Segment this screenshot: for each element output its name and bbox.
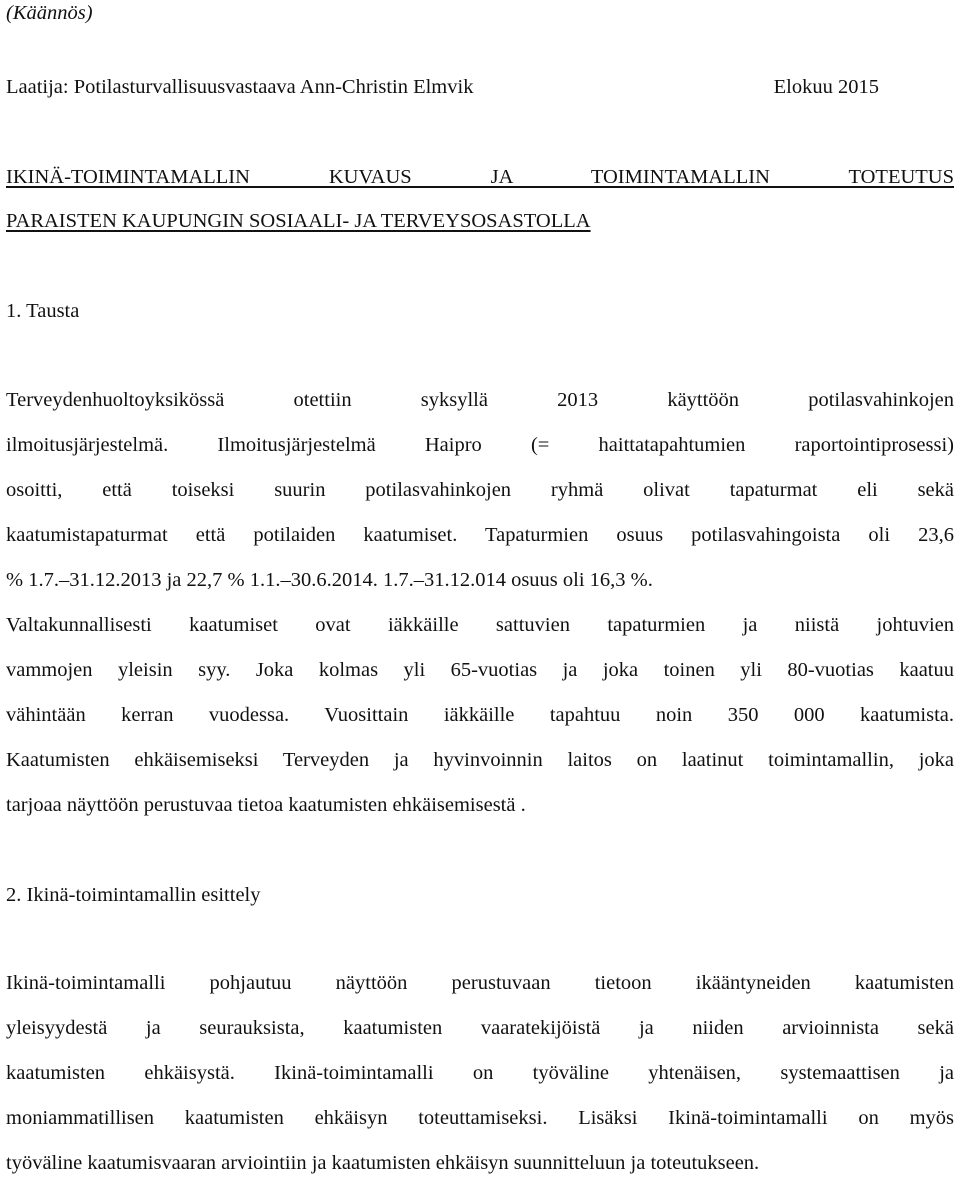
section-1-line: ilmoitusjärjestelmä. Ilmoitusjärjestelmä Haipro (= haittatapahtumien raportointiprosessi) <box>6 434 954 456</box>
section-1-line: % 1.7.–31.12.2013 ja 22,7 % 1.1.–30.6.2014. 1.7.–31.12.014 osuus oli 16,3 %. <box>6 569 653 591</box>
author-line: Laatija: Potilasturvallisuusvastaava Ann-Christin Elmvik <box>6 76 474 98</box>
section-1-heading: 1. Tausta <box>6 300 80 322</box>
section-2-line: kaatumisten ehkäisystä. Ikinä-toimintamalli on työväline yhtenäisen, systemaattisen ja <box>6 1062 954 1084</box>
section-1-line: tarjoaa näyttöön perustuvaa tietoa kaatumisten ehkäisemisestä . <box>6 794 526 816</box>
section-1-line: vähintään kerran vuodessa. Vuosittain iäkkäille tapahtuu noin 350 000 kaatumista. <box>6 704 954 726</box>
document-title-line-1: IKINÄ-TOIMINTAMALLIN KUVAUS JA TOIMINTAMALLIN TOTEUTUS <box>6 166 954 188</box>
section-1-line: Terveydenhuoltoyksikössä otettiin syksyllä 2013 käyttöön potilasvahinkojen <box>6 389 954 411</box>
section-2-heading: 2. Ikinä-toimintamallin esittely <box>6 884 261 906</box>
section-1-line: vammojen yleisin syy. Joka kolmas yli 65-vuotias ja joka toinen yli 80-vuotias kaatuu <box>6 659 954 681</box>
section-2-line: Ikinä-toimintamalli pohjautuu näyttöön perustuvaan tietoon ikääntyneiden kaatumisten <box>6 972 954 994</box>
section-1-line: kaatumistapaturmat että potilaiden kaatumiset. Tapaturmien osuus potilasvahingoista oli 23,6 <box>6 524 954 546</box>
section-1-line: Valtakunnallisesti kaatumiset ovat iäkkäille sattuvien tapaturmien ja niistä johtuvien <box>6 614 954 636</box>
document-meta <box>6 76 879 99</box>
section-1-line: Kaatumisten ehkäisemiseksi Terveyden ja hyvinvoinnin laitos on laatinut toimintamallin, joka <box>6 749 954 771</box>
date-line: Elokuu 2015 <box>773 76 879 98</box>
translation-note: (Käännös) <box>6 2 93 24</box>
section-1-line: osoitti, että toiseksi suurin potilasvahinkojen ryhmä olivat tapaturmat eli sekä <box>6 479 954 501</box>
section-2-line: moniammatillisen kaatumisten ehkäisyn toteuttamiseksi. Lisäksi Ikinä-toimintamalli on myös <box>6 1107 954 1129</box>
section-2-line: yleisyydestä ja seurauksista, kaatumisten vaaratekijöistä ja niiden arvioinnista sekä <box>6 1017 954 1039</box>
document-title-line-2: PARAISTEN KAUPUNGIN SOSIAALI- JA TERVEYSOSASTOLLA <box>6 210 591 232</box>
section-2-line: työväline kaatumisvaaran arviointiin ja kaatumisten ehkäisyn suunnitteluun ja toteutukseen. <box>6 1152 760 1174</box>
